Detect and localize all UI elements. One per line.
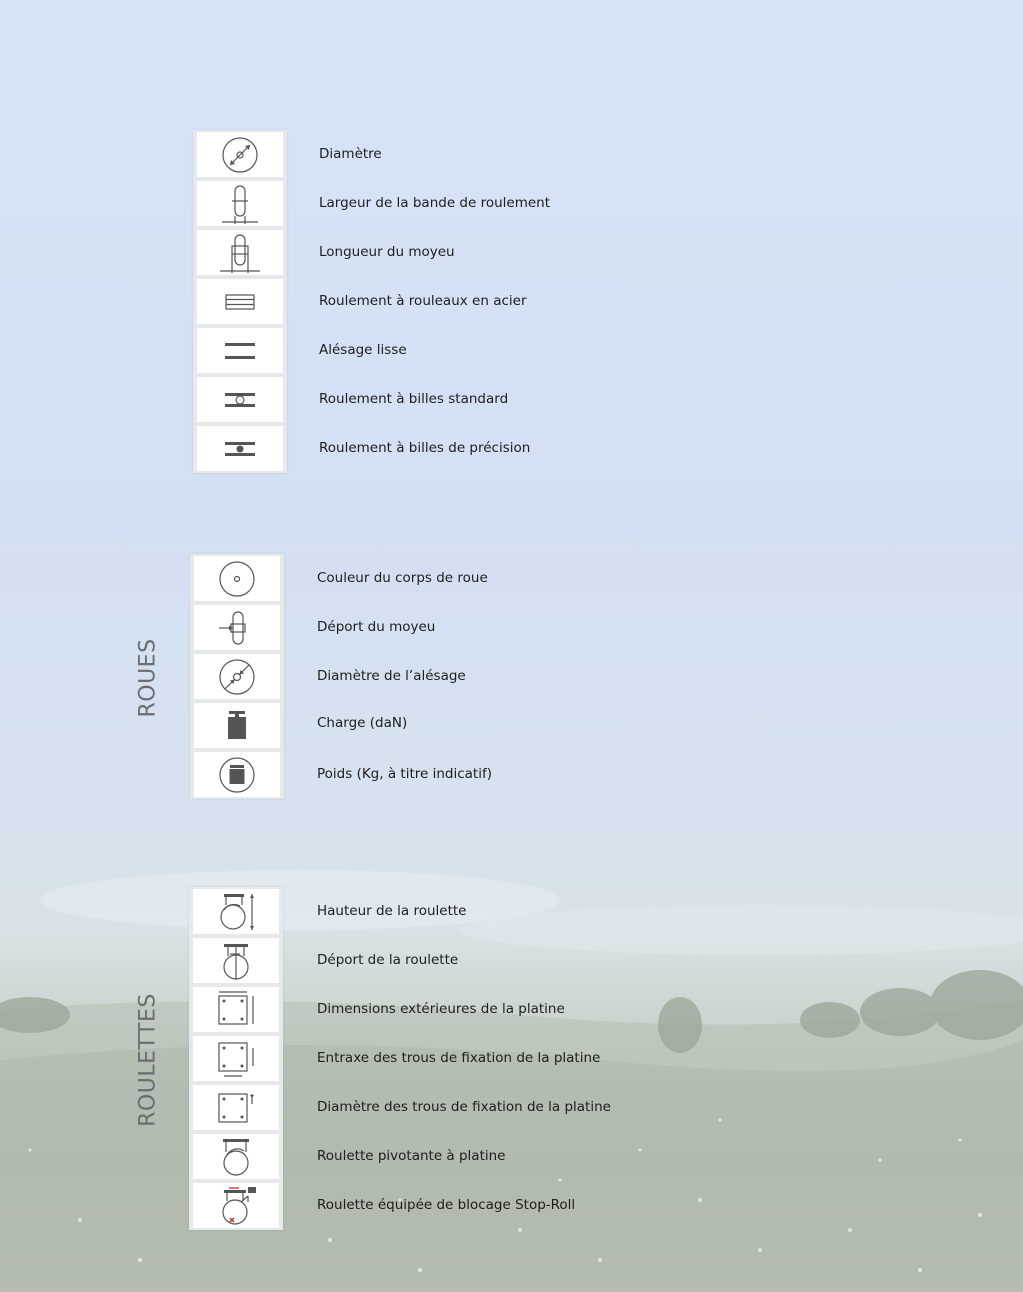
stop-roll-brake-icon (193, 1183, 279, 1228)
plain-bore-icon (197, 328, 283, 373)
load-weight-icon (194, 703, 280, 748)
label-column (317, 554, 492, 799)
label-column (319, 130, 550, 473)
section-label-roulettes: ROULETTES (135, 993, 161, 1127)
label-column (317, 887, 611, 1230)
legend-label: Entraxe des trous de fixation de la platine (317, 1050, 601, 1066)
legend-label: Charge (daN) (317, 715, 408, 731)
legend-label: Roulement à billes de précision (319, 440, 531, 456)
legend-label: Diamètre (319, 146, 382, 162)
plate-hole-diameter-icon (193, 1085, 279, 1130)
legend-label: Couleur du corps de roue (317, 570, 488, 586)
bore-diameter-icon (194, 654, 280, 699)
legend-label: Alésage lisse (319, 342, 407, 358)
icon-column (189, 887, 283, 1230)
legend-label: Déport du moyeu (317, 619, 436, 635)
hub-offset-icon (194, 605, 280, 650)
icon-column (190, 554, 284, 799)
standard-ball-bearing-icon (197, 377, 283, 422)
legend-label: Largeur de la bande de roulement (319, 195, 551, 211)
plate-dimensions-icon (193, 987, 279, 1032)
caster-offset-icon (193, 938, 279, 983)
steel-roller-bearing-icon (197, 279, 283, 324)
legend-label: Diamètre de l’alésage (317, 668, 466, 684)
precision-ball-bearing-icon (197, 426, 283, 471)
weight-icon (194, 752, 280, 797)
hub-length-icon (197, 230, 283, 275)
swivel-plate-caster-icon (193, 1134, 279, 1179)
legend-label: Déport de la roulette (317, 952, 459, 968)
legend-label: Roulette pivotante à platine (317, 1148, 506, 1164)
diameter-icon (197, 132, 283, 177)
legend-label: Roulement à billes standard (319, 391, 509, 407)
section-label-roues: ROUES (135, 638, 161, 718)
wheel-body-color-icon (194, 556, 280, 601)
plate-hole-spacing-icon (193, 1036, 279, 1081)
legend-label: Diamètre des trous de fixation de la platine (317, 1099, 611, 1115)
legend-label: Hauteur de la roulette (317, 903, 467, 919)
legend-label: Poids (Kg, à titre indicatif) (317, 766, 492, 782)
legend-label: Longueur du moyeu (319, 244, 455, 260)
legend-label: Roulement à rouleaux en acier (319, 293, 527, 309)
icon-column (193, 130, 287, 473)
legend-label: Dimensions extérieures de la platine (317, 1001, 565, 1017)
caster-height-icon (193, 889, 279, 934)
tread-width-icon (197, 181, 283, 226)
legend-label: Roulette équipée de blocage Stop-Roll (317, 1197, 576, 1213)
